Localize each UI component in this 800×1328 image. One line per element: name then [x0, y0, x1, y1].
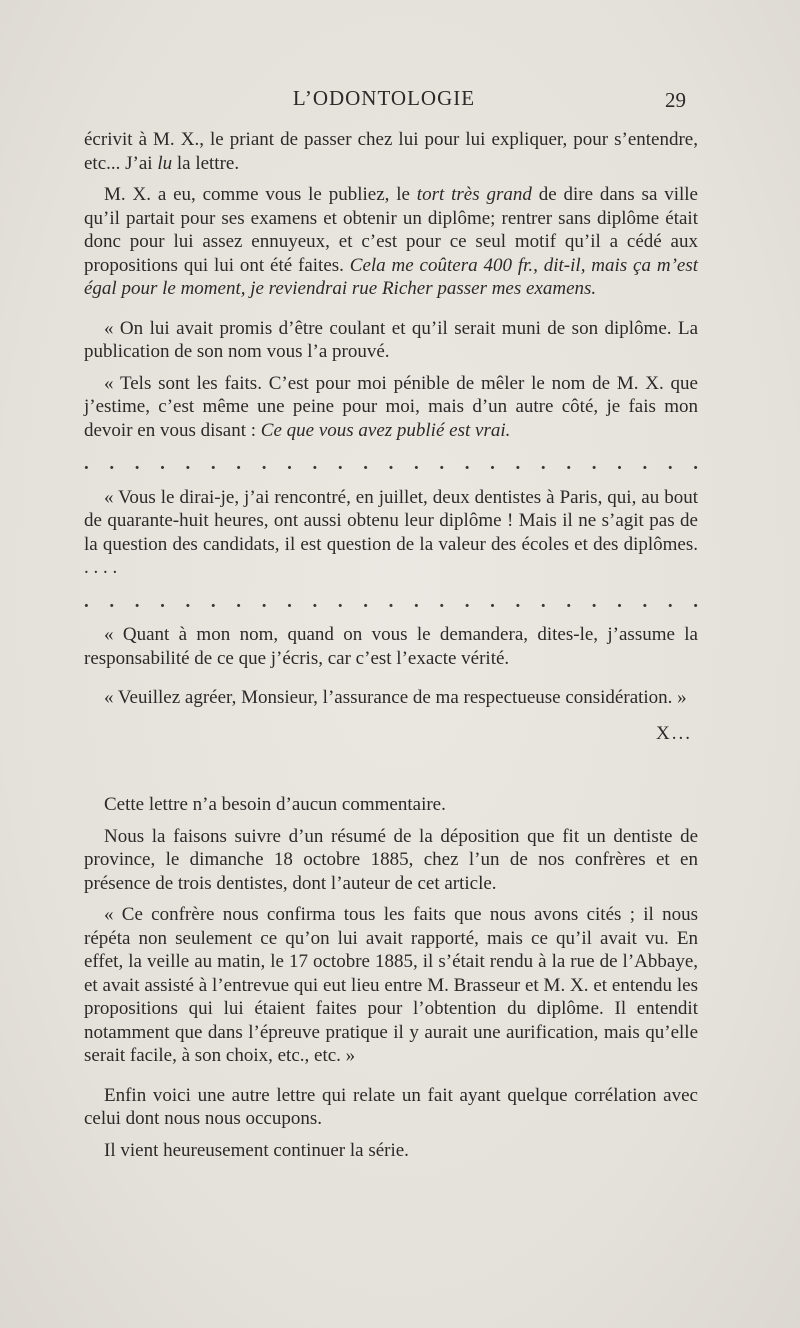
- paragraph: « Quant à mon nom, quand on vous le demandera, dites-le, j’assume la responsabilité de ce que j’écris, car c’est l’exacte vérité.: [84, 624, 698, 669]
- quoted-speech: Cela me coûtera 400 fr., dit-il, mais ça m’est égal pour le moment, je reviendrai rue Richer passer mes examens.: [84, 254, 699, 299]
- paragraph: « Ce confrère nous confirma tous les faits que nous avons cités ; il nous répéta non seulement ce qu’on lui avait rapporté, mais ce qu’il avait vu. En effet, la veille au matin, le 17 octobre 1885, il s’était rendu à la rue de l’Abbaye, et avait assisté à l’entrevue qui eut lieu entre M. Brasseur et M. X. et entendu les propositions qui lui étaient faites pour l’obtention du diplôme. Il entendit notamment que dans l’épreuve pratique il y aurait une aurification, mais qu’elle serait facile, à son choix, etc., etc. »: [84, 904, 698, 1066]
- page-number: 29: [665, 88, 686, 112]
- paragraph: « Veuillez agréer, Monsieur, l’assurance de ma respectueuse considération. »: [104, 687, 687, 708]
- ellipsis-line: . . . . . . . . . . . . . . . . . . . . . . . . .: [84, 453, 698, 474]
- running-title: L’ODONTOLOGIE: [292, 86, 476, 110]
- paragraph: Cette lettre n’a besoin d’aucun commentaire.: [104, 794, 446, 815]
- paragraph-text: de dire dans sa ville qu’il partait pour ses examens et obtenir un diplôme; rentrer sans diplôme était donc pour lui assez ennuyeux, et c’est pour ce seul motif qu’il a cédé aux propositions qui lui ont été faites.: [84, 184, 698, 276]
- paragraph: Nous la faisons suivre d’un résumé de la déposition que fit un dentiste de province, le dimanche 18 octobre 1885, chez l’un de nos confrères et en présence de trois dentistes, dont l’auteur de cet article.: [84, 825, 698, 894]
- ellipsis-line: . . . . . . . . . . . . . . . . . . . . . . . . .: [84, 590, 698, 612]
- paragraph: Il vient heureusement continuer la série.: [104, 1139, 409, 1161]
- paragraph: [84, 183, 698, 301]
- body-text: [84, 128, 698, 1162]
- paragraph-text: « Tels sont les faits. C’est pour moi pénible de mêler le nom de M. X. que j’estime, c’est même une peine pour moi, mais d’un autre côté, je fais mon devoir en vous disant :: [84, 372, 698, 441]
- paragraph: Enfin voici une autre lettre qui relate un fait ayant quelque corrélation avec celui dont nous nous occupons.: [84, 1084, 698, 1129]
- signature: X...: [656, 722, 692, 744]
- paragraph-text: écrivit à M. X., le priant de passer chez lui pour lui expliquer, pour s’entendre, etc... J’ai: [84, 129, 698, 174]
- emphasis: Ce que vous avez publié est vrai.: [260, 419, 511, 441]
- page-header: [84, 86, 684, 116]
- paragraph-text: M. X. a eu, comme vous le publiez, le: [104, 184, 410, 205]
- emphasis: tort très grand: [416, 184, 532, 205]
- paragraph-text: la lettre.: [176, 152, 240, 174]
- paragraph: « On lui avait promis d’être coulant et qu’il serait muni de son diplôme. La publication de son nom vous l’a prouvé.: [84, 317, 698, 362]
- paragraph: [84, 128, 698, 175]
- emphasis: lu: [157, 152, 173, 174]
- paragraph: [84, 372, 698, 443]
- paragraph: « Vous le dirai-je, j’ai rencontré, en juillet, deux dentistes à Paris, qui, au bout de quarante-huit heures, ont aussi obtenu leur diplôme ! Mais il ne s’agit pas de la question des candidats, il est question de la valeur des écoles et des diplômes. . . . .: [84, 486, 698, 578]
